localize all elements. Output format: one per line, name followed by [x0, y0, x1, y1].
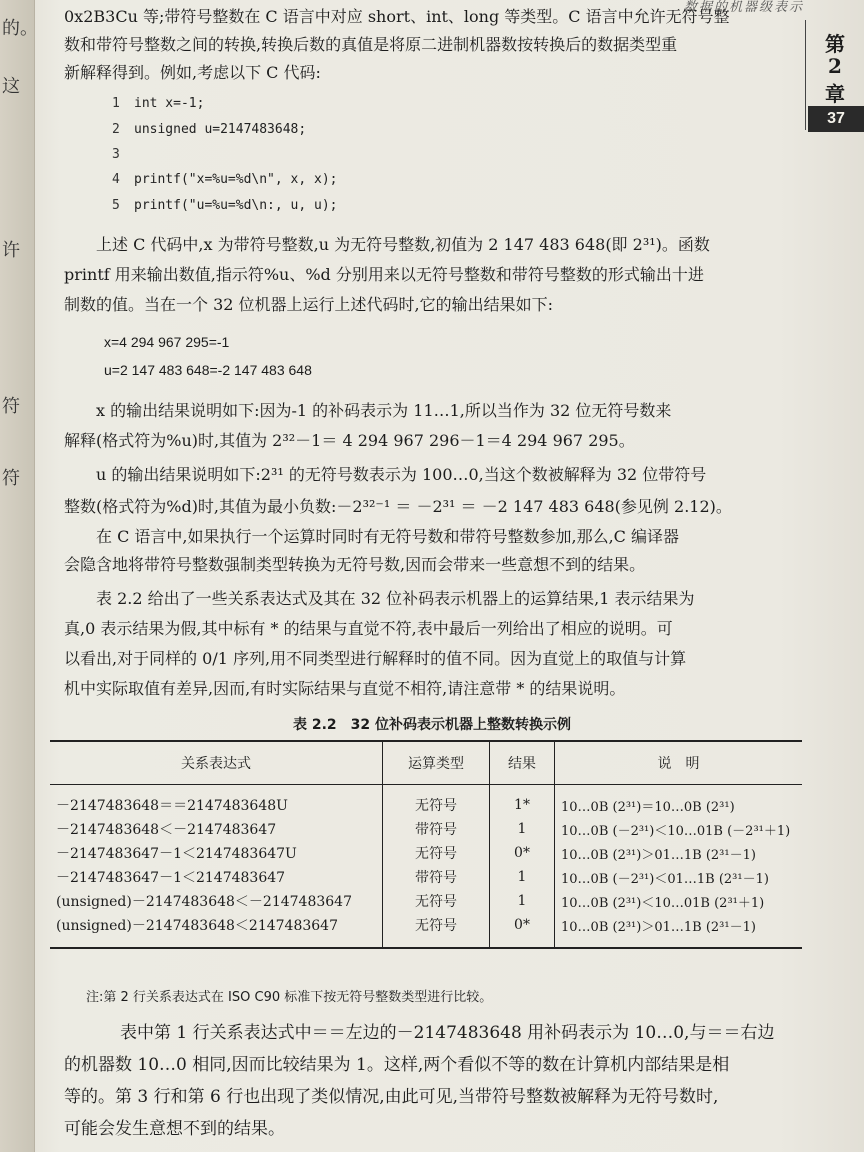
code-text: printf("u=%u=%d\n:, u, u); [134, 198, 338, 213]
result-cell: 1* [490, 785, 555, 818]
chapter-tab [805, 20, 864, 130]
intro-line: 0x2B3Cu 等;带符号整数在 C 语言中对应 short、int、long 等类型。C 语言中允许无符号整 [64, 7, 730, 26]
expr-cell: －2147483648＜－2147483647 [56, 822, 277, 838]
table-caption: 表 2.2 32 位补码表示机器上整数转换示例 [292, 717, 572, 733]
adjacent-page-edge [0, 0, 38, 1152]
intro-line: 数和带符号整数之间的转换,转换后数的真值是将原二进制机器数按转换后的数据类型重 [64, 35, 678, 54]
code-line-number: 4 [112, 172, 120, 187]
type-cell: 无符号 [383, 785, 490, 818]
table-row [50, 889, 802, 913]
expr-cell: (unsigned)－2147483648＜2147483647 [56, 918, 338, 934]
chapter-label-char: 章 [825, 82, 845, 106]
margin-glyph: 符 [2, 468, 20, 489]
body-line: 机中实际取值有差异,因而,有时实际结果与直觉不相符,请注意带 * 的结果说明。 [64, 679, 626, 698]
margin-glyph: 的。 [2, 18, 38, 39]
note-cell: 10…0B (2³¹)＞01…1B (2³¹－1) [555, 913, 803, 948]
margin-glyph: 这 [2, 76, 20, 97]
code-line [112, 198, 338, 213]
body-line: 会隐含地将带符号整数强制类型转换为无符号数,因而会带来一些意想不到的结果。 [64, 555, 646, 574]
body-line: printf 用来输出数值,指示符%u、%d 分别用来以无符号整数和带符号整数的形式输出十进 [64, 265, 704, 284]
code-line [112, 122, 306, 137]
body-line: 表 2.2 给出了一些关系表达式及其在 32 位补码表示机器上的运算结果,1 表示结果为 [64, 589, 695, 608]
table-header-row [50, 741, 802, 785]
code-line-number: 3 [112, 147, 120, 162]
column-header: 说 明 [555, 741, 803, 785]
running-head: 数据的机器级表示 [683, 0, 804, 15]
result-cell: 0* [490, 841, 555, 865]
body-line: x 的输出结果说明如下:因为-1 的补码表示为 11…1,所以当作为 32 位无符号数来 [64, 401, 672, 420]
note-cell: 10…0B (2³¹)＝10…0B (2³¹) [555, 785, 803, 818]
expr-cell: (unsigned)－2147483648＜－2147483647 [56, 894, 352, 910]
table-row [50, 785, 802, 818]
table-row [50, 865, 802, 889]
table-row [50, 817, 802, 841]
chapter-label-char: 2 [828, 54, 842, 78]
body-line: 真,0 表示结果为假,其中标有 * 的结果与直觉不符,表中最后一列给出了相应的说明。可 [64, 619, 673, 638]
table-row [50, 841, 802, 865]
margin-glyph: 符 [2, 396, 20, 417]
code-line [112, 96, 204, 111]
code-text: printf("x=%u=%d\n", x, x); [134, 172, 338, 187]
note-cell: 10…0B (2³¹)＞01…1B (2³¹－1) [555, 841, 803, 865]
expr-cell: －2147483647－1＜2147483647 [56, 870, 286, 886]
program-output-line: u=2 147 483 648=-2 147 483 648 [104, 362, 312, 378]
column-header: 运算类型 [383, 741, 490, 785]
intro-line: 新解释得到。例如,考虑以下 C 代码: [64, 63, 321, 82]
body-line: 的机器数 10…0 相同,因而比较结果为 1。这样,两个看似不等的数在计算机内部结果是相 [64, 1055, 730, 1075]
code-text: unsigned u=2147483648; [134, 122, 307, 137]
code-line [112, 172, 338, 187]
body-line: 制数的值。当在一个 32 位机器上运行上述代码时,它的输出结果如下: [64, 295, 554, 314]
code-text: int x=-1; [134, 96, 205, 111]
code-line [112, 147, 134, 162]
expr-cell: －2147483648＝＝2147483648U [56, 798, 288, 814]
note-cell: 10…0B (－2³¹)＜10…01B (－2³¹＋1) [555, 817, 803, 841]
code-line-number: 2 [112, 122, 120, 137]
body-line: 整数(格式符为%d)时,其值为最小负数:－2³²⁻¹ ＝ －2³¹ ＝ －2 147 483 648(参见例 2.12)。 [64, 497, 732, 516]
program-output-line: x=4 294 967 295=-1 [104, 334, 230, 350]
column-header: 关系表达式 [50, 741, 383, 785]
body-line: 在 C 语言中,如果执行一个运算时同时有无符号数和带符号整数参加,那么,C 编译器 [64, 527, 680, 546]
result-cell: 1 [490, 865, 555, 889]
type-cell: 无符号 [383, 913, 490, 948]
table-row [50, 913, 802, 948]
type-cell: 无符号 [383, 841, 490, 865]
margin-glyph: 许 [2, 240, 20, 261]
code-line-number: 5 [112, 198, 120, 213]
note-cell: 10…0B (2³¹)＜10…01B (2³¹＋1) [555, 889, 803, 913]
expr-cell: －2147483647－1＜2147483647U [56, 846, 297, 862]
body-line: u 的输出结果说明如下:2³¹ 的无符号数表示为 100…0,当这个数被解释为 32 位带符号 [64, 465, 707, 484]
body-line: 以看出,对于同样的 0/1 序列,用不同类型进行解释时的值不同。因为直觉上的取值与计算 [64, 649, 687, 668]
result-cell: 0* [490, 913, 555, 948]
type-cell: 无符号 [383, 889, 490, 913]
result-cell: 1 [490, 817, 555, 841]
result-cell: 1 [490, 889, 555, 913]
page-number: 37 [808, 106, 864, 132]
type-cell: 带符号 [383, 817, 490, 841]
note-cell: 10…0B (－2³¹)＜01…1B (2³¹－1) [555, 865, 803, 889]
body-line: 上述 C 代码中,x 为带符号整数,u 为无符号整数,初值为 2 147 483 648(即 2³¹)。函数 [64, 235, 710, 254]
type-cell: 带符号 [383, 865, 490, 889]
body-line: 解释(格式符为%u)时,其值为 2³²－1＝ 4 294 967 296－1＝4 294 967 295。 [64, 431, 635, 450]
body-line: 可能会发生意想不到的结果。 [64, 1119, 285, 1139]
chapter-label-char: 第 [825, 32, 845, 56]
body-line: 等的。第 3 行和第 6 行也出现了类似情况,由此可见,当带符号整数被解释为无符号数时, [64, 1087, 719, 1107]
table-note: 注:第 2 行关系表达式在 ISO C90 标准下按无符号整数类型进行比较。 [86, 990, 493, 1005]
body-line: 表中第 1 行关系表达式中＝＝左边的－2147483648 用补码表示为 10…0,与＝＝右边 [86, 1023, 775, 1043]
code-line-number: 1 [112, 96, 120, 111]
conversion-table [50, 740, 802, 949]
column-header: 结果 [490, 741, 555, 785]
